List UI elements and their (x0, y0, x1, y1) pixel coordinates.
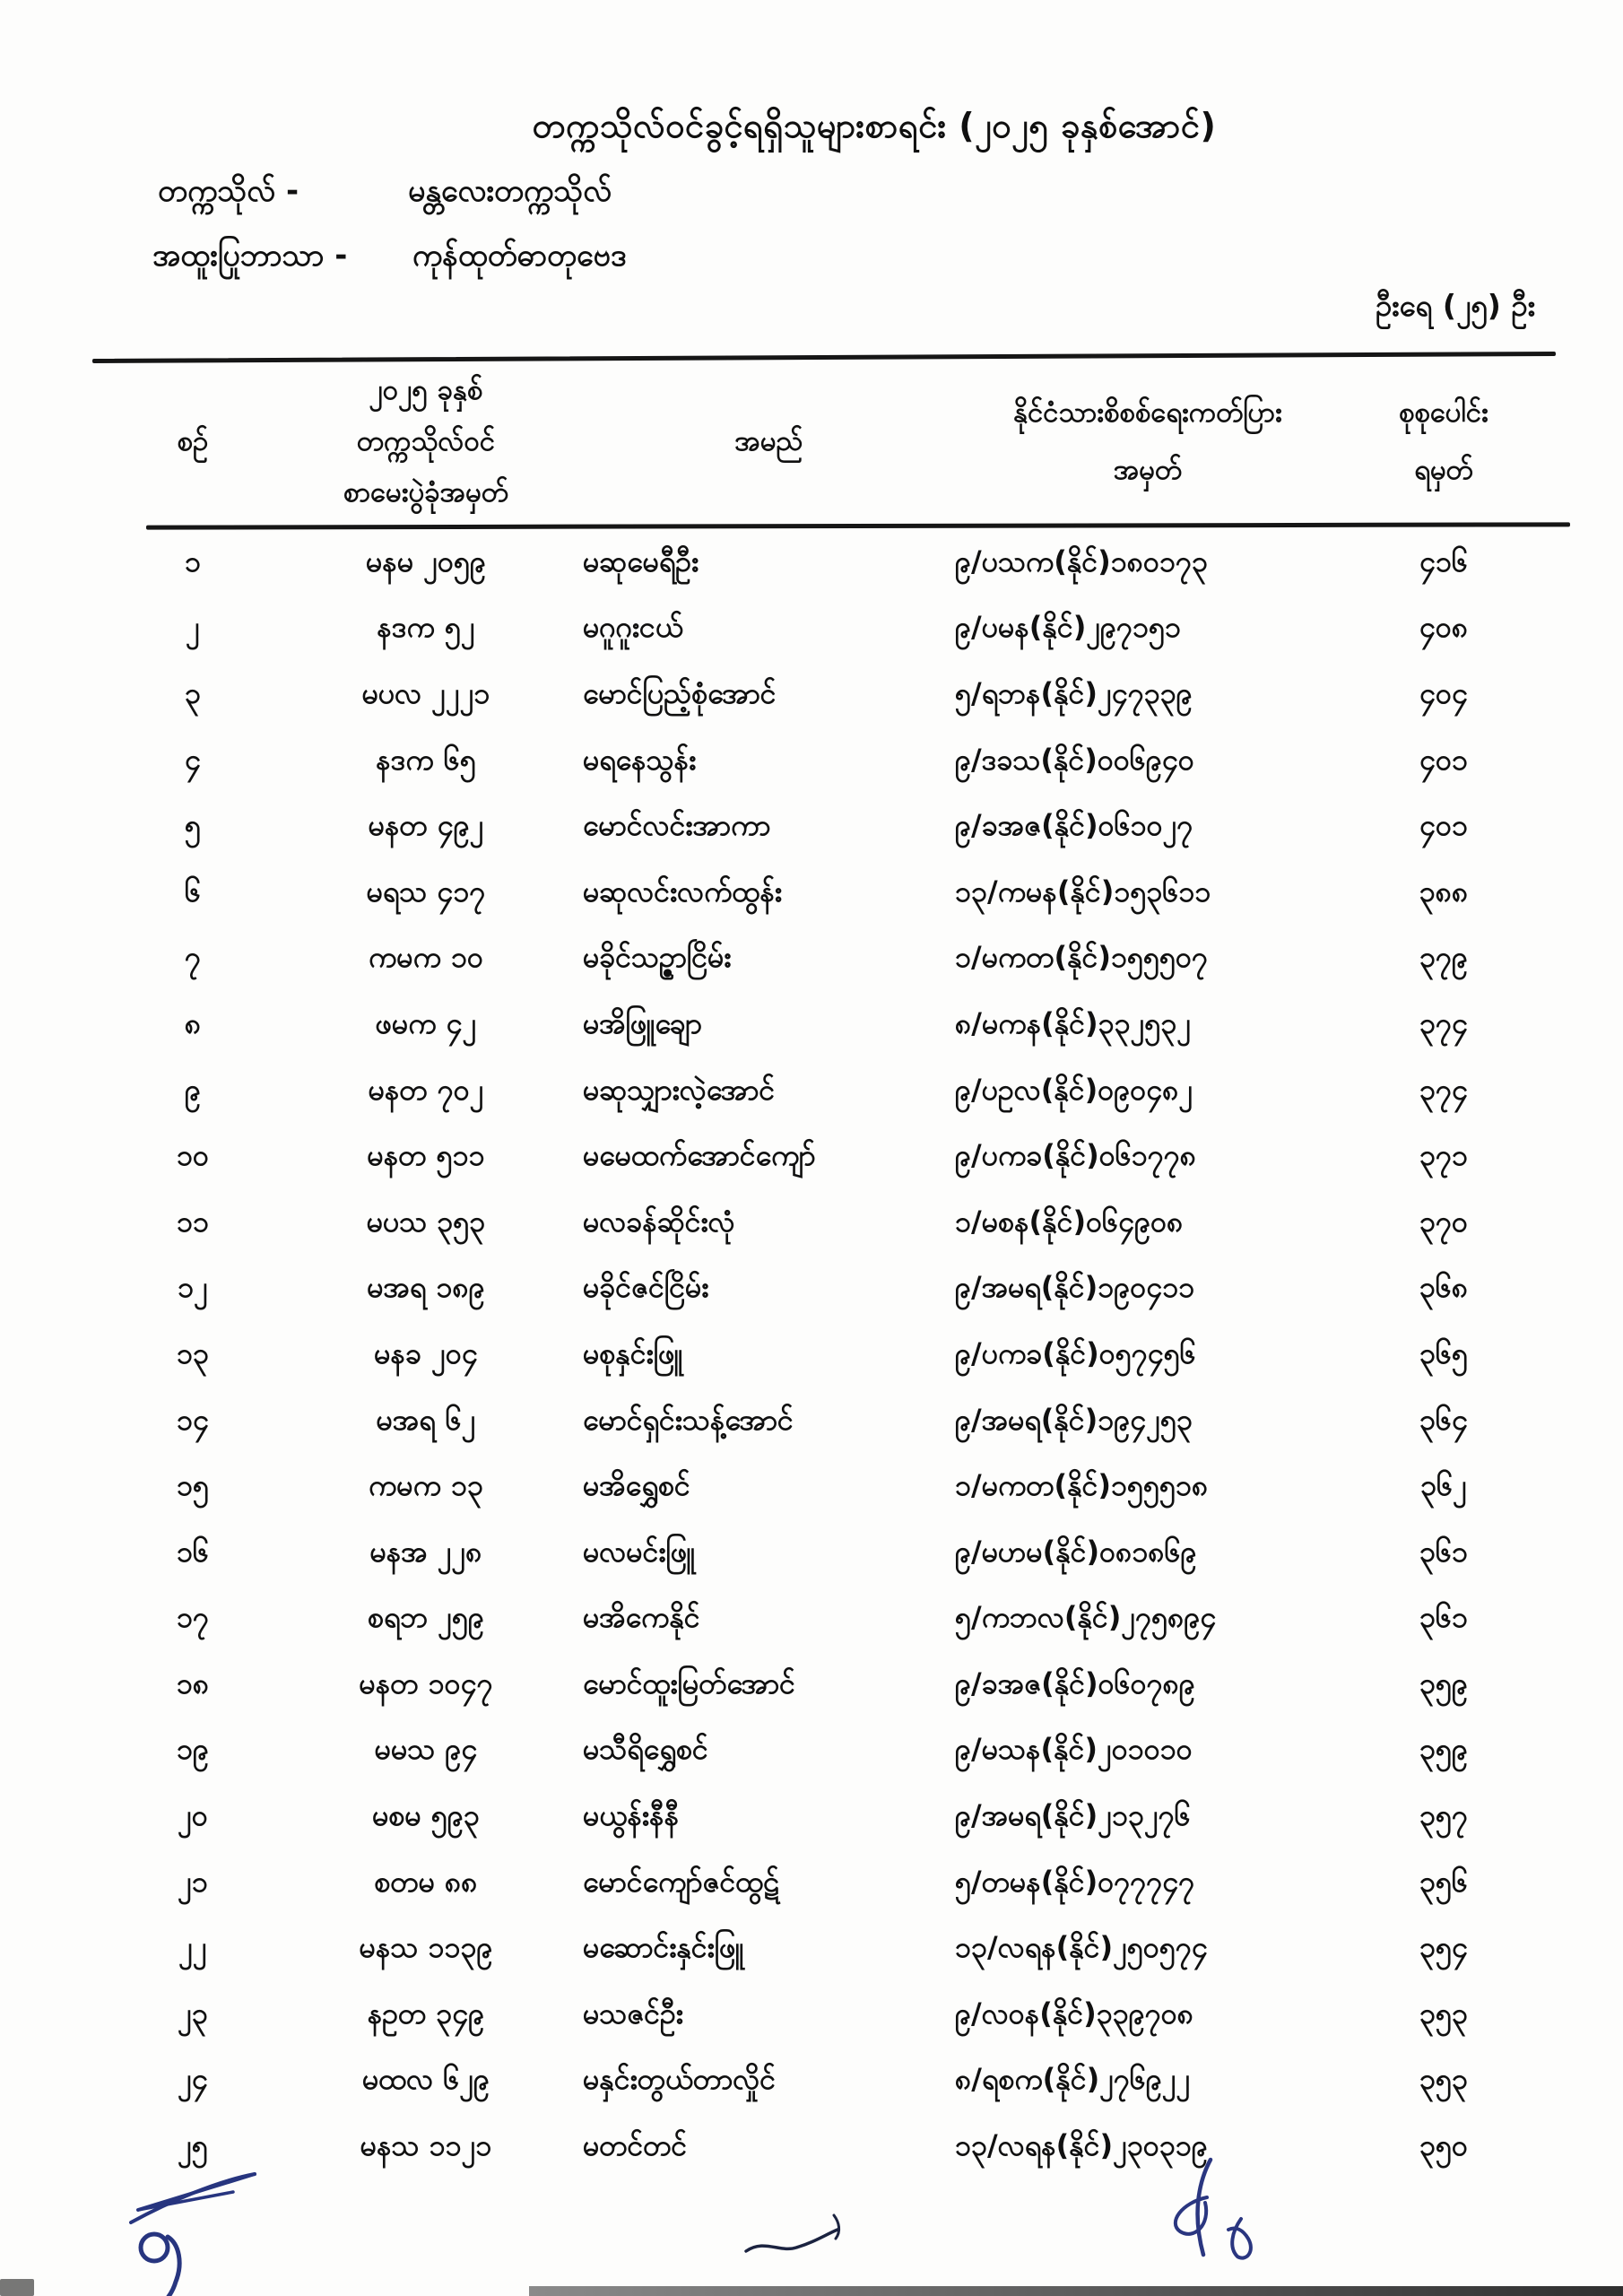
cell-nrc: ၉/မဟမ(နိုင်)၀၈၁၈၆၉ (955, 1534, 1197, 1569)
cell-serial: ၁၄ (177, 1402, 209, 1437)
cell-exam-no: မမသ ၉၄ (374, 1732, 478, 1767)
cell-serial: ၁၅ (177, 1468, 209, 1503)
table-row (0, 1191, 1623, 1257)
cell-nrc: ၅/ရဘန(နိုင်)၂၄၇၃၃၉ (955, 675, 1193, 710)
cell-exam-no: မအရ ၁၈၉ (367, 1270, 485, 1305)
cell-exam-no: နဒက ၆၅ (376, 742, 476, 777)
table-row (0, 927, 1623, 994)
cell-name: မဆောင်းနှင်းဖြူ (583, 1930, 744, 1965)
cell-total: ၃၆၁ (1419, 1600, 1468, 1635)
table-row (0, 2049, 1623, 2116)
cell-serial: ၄ (185, 742, 201, 777)
cell-total: ၃၈၈ (1419, 874, 1469, 909)
cell-exam-no: မပလ ၂၂၂၁ (361, 675, 490, 710)
table-body (0, 531, 1623, 2181)
cell-nrc: ၅/တမန(နိုင်)၀၇၇၇၄၇ (955, 1864, 1195, 1899)
cell-total: ၃၇၄ (1419, 1072, 1468, 1107)
cell-serial: ၁၈ (176, 1665, 210, 1700)
table-row (0, 1455, 1623, 1521)
table-row (0, 1257, 1623, 1324)
cell-exam-no: မစမ ၅၉၃ (372, 1798, 480, 1833)
cell-name: မခိုင်သဉ္ဇာငြိမ်း (583, 940, 732, 975)
major-label: အထူးပြုဘာသာ - (152, 238, 348, 274)
cell-total: ၃၇၀ (1419, 1204, 1468, 1239)
cell-nrc: ၁၃/ကမန(နိုင်)၁၅၃၆၁၁ (955, 874, 1211, 909)
cell-serial: ၂၅ (178, 2128, 208, 2163)
cell-serial: ၁၁ (177, 1204, 209, 1239)
cell-total: ၄၀၁ (1419, 808, 1468, 843)
cell-exam-no: မနသ ၁၁၂၁ (360, 2128, 492, 2163)
cell-nrc: ၁၃/လရန(နိုင်)၂၅၀၅၇၄ (955, 1930, 1208, 1965)
table-row (0, 1521, 1623, 1587)
cell-serial: ၃ (185, 675, 201, 710)
table-row (0, 1785, 1623, 1851)
cell-name: မသဇင်ဦး (583, 1996, 683, 2031)
cell-nrc: ၁/မစန(နိုင်)၀၆၄၉၀၈ (955, 1204, 1184, 1239)
cell-nrc: ၉/အမရ(နိုင်)၁၉၄၂၅၃ (955, 1402, 1193, 1437)
cell-total: ၃၆၄ (1419, 1402, 1468, 1437)
cell-nrc: ၈/မကန(နိုင်)၃၃၂၅၃၂ (955, 1005, 1192, 1040)
cell-name: မတင်တင် (583, 2128, 688, 2163)
cell-serial: ၁၉ (177, 1732, 209, 1767)
cell-total: ၃၅၀ (1419, 2128, 1468, 2163)
cell-total: ၃၆၂ (1420, 1468, 1467, 1503)
cell-total: ၃၅၉ (1419, 1665, 1468, 1700)
table-row (0, 729, 1623, 796)
cell-exam-no: မနတ ၇၀၂ (368, 1072, 484, 1107)
header-name-label: အမည် (734, 424, 803, 457)
cell-total: ၃၆၈ (1419, 1270, 1469, 1305)
header-total-line: စုစုပေါင်း (1399, 396, 1488, 429)
cell-name: မောင်လင်းအာကာ (583, 808, 771, 843)
header-nrc-line: အမှတ် (1113, 454, 1183, 486)
table-row (0, 1389, 1623, 1456)
signature-squiggle-icon (742, 2208, 863, 2262)
cell-name: မအိရွှေစင် (583, 1468, 690, 1503)
cell-nrc: ၉/ပမန(နိုင်)၂၉၇၁၅၁ (955, 610, 1182, 645)
table-row (0, 1719, 1623, 1786)
cell-total: ၃၅၃ (1419, 2062, 1468, 2097)
cell-exam-no: နဒက ၅၂ (377, 610, 475, 645)
cell-nrc: ၈/ရစက(နိုင်)၂၇၆၉၂၂ (955, 2062, 1191, 2097)
cell-nrc: ၅/ကဘလ(နိုင်)၂၇၅၈၉၄ (955, 1600, 1217, 1635)
cell-nrc: ၉/ခအဇ(နိုင်)၀၆၁၀၂၇ (955, 808, 1193, 843)
cell-total: ၄၀၄ (1419, 675, 1468, 710)
approver-signature-icon (1123, 2156, 1271, 2269)
table-row (0, 993, 1623, 1059)
table-row (0, 1125, 1623, 1191)
cell-name: မနှင်းတွယ်တာလှိုင် (583, 2062, 776, 2097)
cell-total: ၃၅၃ (1419, 1996, 1468, 2031)
cell-nrc: ၉/ခအဇ(နိုင်)၀၆၀၇၈၉ (955, 1665, 1195, 1700)
university-value: မန္တလေးတက္ကသိုလ် (408, 173, 612, 209)
header-nrc (955, 359, 1341, 524)
cell-serial: ၁၀ (177, 1138, 209, 1173)
header-exam-no-line: စာမေးပွဲခုံအမှတ် (343, 475, 509, 509)
table-row (0, 663, 1623, 729)
cell-name: မောင်ထူးမြတ်အောင် (583, 1665, 795, 1700)
table-row (0, 1917, 1623, 1983)
cell-serial: ၈ (184, 1005, 202, 1040)
header-exam-no-line: ၂၀၂၅ ခုနှစ် (369, 373, 483, 406)
cell-name: မလခန်ဆိုင်းလုံ (583, 1204, 735, 1239)
cell-name: မောင်ပြည့်စုံအောင် (583, 675, 777, 710)
cell-name: မဆုမေရီဦး (583, 544, 699, 578)
cell-serial: ၁၃ (177, 1335, 209, 1370)
cell-exam-no: ကမက ၁၀ (368, 940, 484, 975)
cell-serial: ၅ (185, 808, 201, 843)
header-serial (94, 359, 291, 524)
cell-nrc: ၉/ပကခ(နိုင်)၀၅၇၄၅၆ (955, 1335, 1196, 1370)
cell-name: မဆုသျှားလဲ့အောင် (583, 1072, 776, 1107)
table-row (0, 1323, 1623, 1389)
table-row (0, 531, 1623, 597)
cell-exam-no: မပသ ၃၅၃ (366, 1204, 486, 1239)
cell-serial: ၂၁ (178, 1864, 208, 1899)
cell-serial: ၂၃ (178, 1996, 208, 2031)
cell-nrc: ၉/ပသက(နိုင်)၁၈၀၁၇၃ (955, 544, 1208, 578)
cell-serial: ၁ (185, 544, 201, 578)
header-name (583, 359, 955, 524)
cell-nrc: ၉/အမရ(နိုင်)၁၉၀၄၁၁ (955, 1270, 1195, 1305)
header-total (1341, 359, 1547, 524)
cell-total: ၃၅၉ (1419, 1732, 1468, 1767)
cell-total: ၄၀၁ (1419, 742, 1468, 777)
cell-exam-no: မနအ ၂၂၈ (369, 1534, 482, 1569)
cell-name: မခိုင်ဇင်ငြိမ်း (583, 1270, 709, 1305)
cell-exam-no: မထလ ၆၂၉ (361, 2062, 490, 2097)
cell-total: ၄၀၈ (1419, 610, 1469, 645)
cell-nrc: ၉/ပကခ(နိုင်)၀၆၁၇၇၈ (955, 1138, 1197, 1173)
cell-nrc: ၉/မသန(နိုင်)၂၀၁၀၁၀ (955, 1732, 1193, 1767)
cell-nrc: ၁၃/လရန(နိုင်)၂၃၀၃၁၉ (955, 2128, 1208, 2163)
cell-exam-no: နဥတ ၃၄၉ (367, 1996, 485, 2031)
cell-total: ၃၆၅ (1419, 1335, 1468, 1370)
cell-exam-no: မနတ ၅၁၁ (367, 1138, 485, 1173)
cell-total: ၃၇၄ (1419, 1005, 1468, 1040)
table-row (0, 1587, 1623, 1654)
cell-nrc: ၁/မကတ(နိုင်)၁၅၅၅၁၈ (955, 1468, 1209, 1503)
cell-serial: ၂ (186, 610, 200, 645)
cell-serial: ၉ (185, 1072, 201, 1107)
cell-name: မလမင်းဖြူ (583, 1534, 696, 1569)
cell-total: ၃၅၇ (1419, 1798, 1468, 1833)
cell-total: ၃၆၁ (1419, 1534, 1468, 1569)
major-value: ကုန်ထုတ်ဓာတုဗေဒ (412, 238, 627, 274)
table-row (0, 1653, 1623, 1719)
cell-serial: ၂၄ (178, 2062, 208, 2097)
scan-corner-mark (0, 2279, 34, 2296)
table-row (0, 861, 1623, 927)
cell-name: မောင်ရှင်းသန့်အောင် (583, 1402, 794, 1437)
cell-name: မယွန်းနီနီ (583, 1798, 680, 1833)
cell-total: ၃၇၁ (1419, 1138, 1468, 1173)
cell-exam-no: မနတ ၁၀၄၇ (359, 1665, 493, 1700)
examiner-initials-icon (135, 2224, 201, 2296)
cell-serial: ၁၆ (177, 1534, 209, 1569)
cell-serial: ၂၂ (178, 1930, 207, 1965)
cell-serial: ၁၂ (178, 1270, 208, 1305)
cell-nrc: ၉/လဝန(နိုင်)၃၃၉၇၀၈ (955, 1996, 1194, 2031)
cell-serial: ၁၇ (177, 1600, 209, 1635)
page-title: တက္ကသိုလ်ဝင်ခွင့်ရရှိသူများစာရင်း (၂၀၂၅ ခုနှစ်အောင်) (532, 106, 1217, 145)
cell-exam-no: မနတ ၄၉၂ (368, 808, 484, 843)
table-row (0, 1059, 1623, 1126)
cell-name: မအိဖြူချော (583, 1005, 702, 1040)
cell-exam-no: စတမ ၈၈ (374, 1864, 478, 1899)
header-exam-no (291, 359, 560, 524)
cell-total: ၄၁၆ (1419, 544, 1468, 578)
header-total-line: ရမှတ် (1414, 454, 1473, 486)
cell-name: မဆုလင်းလက်ထွန်း (583, 874, 783, 909)
cell-exam-no: ကမက ၁၃ (368, 1468, 484, 1503)
cell-total: ၃၅၆ (1419, 1864, 1468, 1899)
cell-name: မစုနှင်းဖြူ (583, 1335, 683, 1370)
header-nrc-line: နိုင်ငံသားစိစစ်ရေးကတ်ပြား (1013, 396, 1282, 429)
cell-name: မအိကေနိုင် (583, 1600, 700, 1635)
cell-nrc: ၁/မကတ(နိုင်)၁၅၅၅၀၇ (955, 940, 1208, 975)
cell-total: ၃၅၄ (1419, 1930, 1468, 1965)
cell-nrc: ၉/အမရ(နိုင်)၂၁၃၂၇၆ (955, 1798, 1191, 1833)
header-exam-no-line: တက္ကသိုလ်ဝင် (356, 424, 496, 457)
cell-name: မောင်ကျော်ဇင်ထွဋ် (583, 1864, 779, 1899)
cell-total: ၃၇၉ (1419, 940, 1468, 975)
table-row (0, 597, 1623, 664)
cell-exam-no: မအရ ၆၂ (376, 1402, 476, 1437)
cell-exam-no: ဖမက ၄၂ (375, 1005, 477, 1040)
table-row (0, 1983, 1623, 2049)
scan-bottom-edge (529, 2286, 1623, 2296)
cell-serial: ၇ (185, 940, 201, 975)
cell-exam-no: မရသ ၄၁၇ (366, 874, 486, 909)
cell-exam-no: မနမ ၂၀၅၉ (366, 544, 486, 578)
table-row (0, 1851, 1623, 1918)
cell-name: မဂူဂူးငယ် (583, 610, 683, 645)
cell-exam-no: မနသ ၁၁၃၉ (359, 1930, 493, 1965)
student-count: ဦးရေ (၂၅) ဦး (1375, 288, 1535, 323)
header-serial-label: စဉ် (177, 424, 209, 457)
cell-serial: ၆ (185, 874, 201, 909)
cell-serial: ၂၀ (178, 1798, 208, 1833)
cell-name: မမေထက်အောင်ကျော် (583, 1138, 816, 1173)
university-label: တက္ကသိုလ် - (158, 173, 299, 209)
cell-nrc: ၉/ဒခသ(နိုင်)၀၀၆၉၄၀ (955, 742, 1194, 777)
table-row (0, 795, 1623, 861)
cell-name: မသီရိရွှေစင် (583, 1732, 708, 1767)
table-header (0, 359, 1623, 524)
cell-nrc: ၉/ပဥလ(နိုင်)၀၉၀၄၈၂ (955, 1072, 1193, 1107)
cell-exam-no: စရဘ ၂၅၉ (367, 1600, 485, 1635)
cell-exam-no: မနခ ၂၀၄ (374, 1335, 478, 1370)
cell-name: မရနေသွန်း (583, 742, 697, 777)
